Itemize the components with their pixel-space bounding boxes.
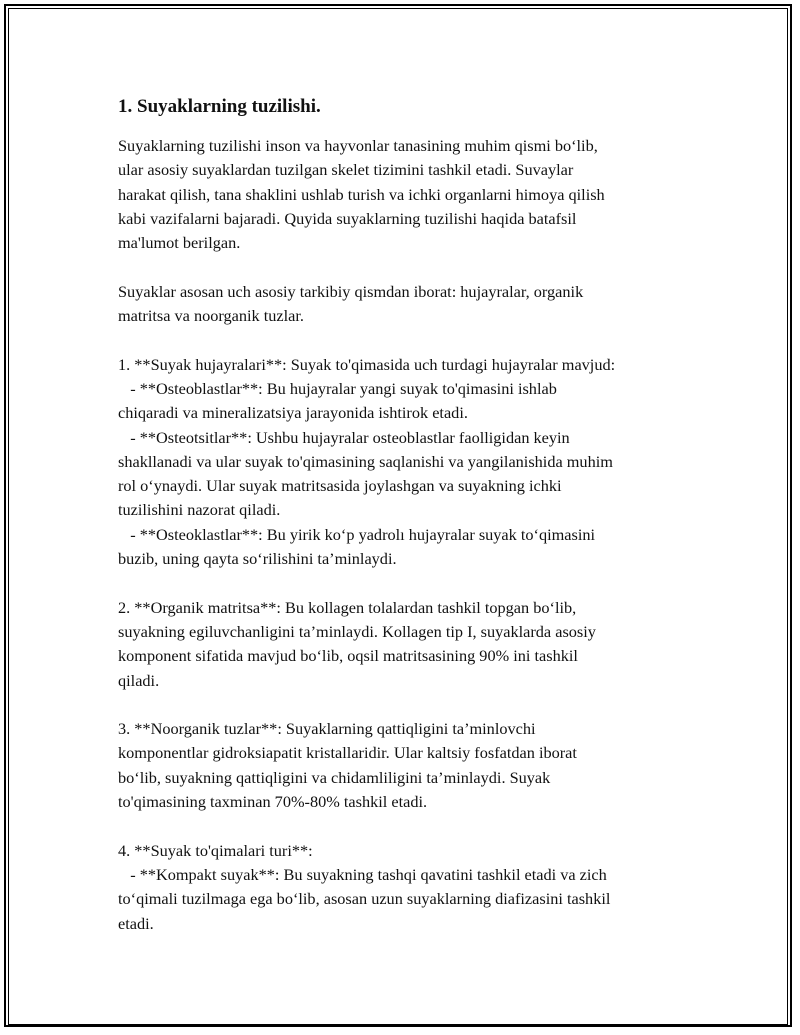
text-line: Suyaklar asosan uch asosiy tarkibiy qismdan iborat: hujayralar, organik (118, 281, 584, 301)
text-line: chiqaradi va mineralizatsiya jarayonida ishtirok etadi. (118, 403, 468, 423)
document-text (118, 134, 698, 936)
text-line: etadi. (118, 913, 154, 933)
text-line: shakllanadi va ular suyak to'qimasining saqlanishi va yangilanishida muhim (118, 451, 613, 471)
text-line: 4. **Suyak to'qimalari turi**: (118, 840, 313, 860)
text-line: komponent sifatida mavjud bo‘lib, oqsil matritsasining 90% ini tashkil (118, 646, 578, 666)
blank-line (118, 255, 698, 279)
text-line: 2. **Organik matritsa**: Bu kollagen tolalardan tashkil topgan bo‘lib, (118, 597, 577, 617)
text-line: matritsa va noorganik tuzlar. (118, 306, 304, 326)
text-line: komponentlar gidroksiapatit kristallaridir. Ular kaltsiy fosfatdan iborat (118, 743, 577, 763)
text-line: harakat qilish, tana shaklini ushlab turish va ichki organlarni himoya qilish (118, 184, 605, 204)
text-line: rol o‘ynaydi. Ular suyak matritsasida joylashgan va suyakning ichki (118, 476, 562, 496)
text-line: suyakning egiluvchanligini ta’minlaydi. Kollagen tip I, suyaklarda asosiy (118, 621, 596, 641)
text-line: Suyaklarning tuzilishi inson va hayvonlar tanasining muhim qismi bo‘lib, (118, 136, 598, 155)
blank-line (118, 571, 698, 595)
document-body (118, 92, 698, 936)
blank-line (118, 693, 698, 717)
text-line: bo‘lib, suyakning qattiqligini va chidamliligini ta’minlaydi. Suyak (118, 767, 551, 787)
text-line: - **Osteoblastlar**: Bu hujayralar yangi suyak to'qimasini ishlab (118, 378, 557, 398)
text-line: buzib, uning qayta so‘rilishini ta’minlaydi. (118, 549, 397, 569)
text-line: kabi vazifalarni bajaradi. Quyida suyaklarning tuzilishi haqida batafsil (118, 208, 577, 228)
text-line: 1. **Suyak hujayralari**: Suyak to'qimasida uch turdagi hujayralar mavjud: (118, 354, 616, 374)
blank-line (118, 328, 698, 352)
text-line: ular asosiy suyaklardan tuzilgan skelet tizimini tashkil etadi. Suvaylar (118, 160, 574, 180)
text-line: to'qimasining taxminan 70%-80% tashkil etadi. (118, 792, 428, 812)
text-line: - **Osteoklastlar**: Bu yirik ko‘p yadrolı hujayralar suyak to‘qimasini (118, 524, 596, 544)
text-line: 3. **Noorganik tuzlar**: Suyaklarning qattiqligini ta’minlovchi (118, 719, 536, 739)
text-line: - **Kompakt suyak**: Bu suyakning tashqi qavatini tashkil etadi va zich (118, 864, 607, 884)
text-line: - **Osteotsitlar**: Ushbu hujayralar osteoblastlar faolligidan keyin (118, 427, 570, 447)
blank-line (118, 814, 698, 838)
text-line: qiladi. (118, 670, 160, 690)
document-title: 1. Suyaklarning tuzilishi. (118, 96, 321, 117)
text-line: ma'lumot berilgan. (118, 233, 241, 253)
text-line: tuzilishini nazorat qiladi. (118, 500, 281, 520)
text-line: to‘qimali tuzilmaga ega bo‘lib, asosan uzun suyaklarning diafizasini tashkil (118, 889, 611, 909)
